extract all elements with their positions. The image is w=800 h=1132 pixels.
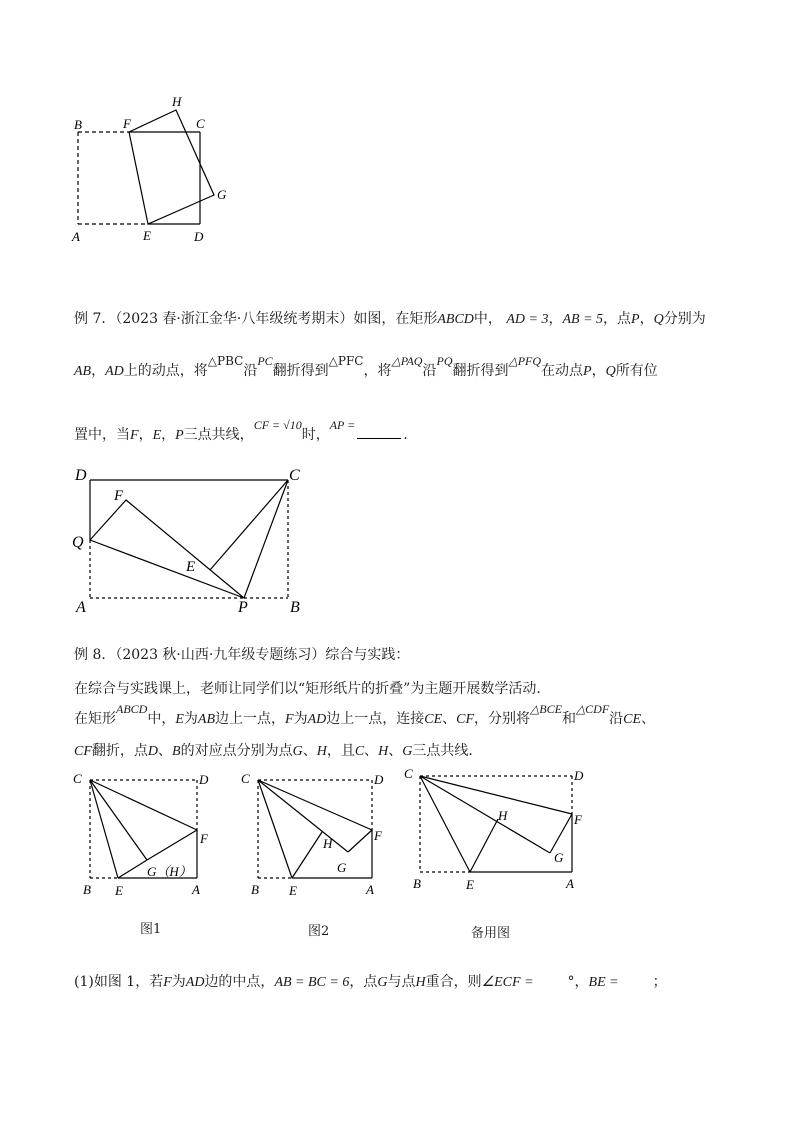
ex8-question-1: (1)如图 1，若F为AD边的中点，AB = BC = 6，点G与点H重合，则∠ECF = °，BE = ； [74, 974, 667, 990]
figure-ex8-2 [238, 768, 388, 908]
label-H: H [172, 94, 182, 109]
answer-blank-ap [357, 438, 401, 439]
ex8-line-2: 在综合与实践课上，老师让同学们以“矩形纸片的折叠”为主题开展数学活动． [74, 681, 551, 697]
label-GH: G（H） [147, 864, 192, 879]
ex7-line-2: AB，AD上的动点，将△PBC沿PC翻折得到△PFC，将△PAQ沿PQ翻折得到△PFQ在动点P，Q所有位 [74, 354, 658, 379]
caption-fig2: 图2 [308, 924, 330, 939]
label-C: C [289, 467, 300, 484]
label-F: F [574, 812, 582, 827]
ex8-line-3: 在矩形ABCD中，E为AB边上一点，F为AD边上一点，连接CE、CF，分别将△BCE和△CDF沿CE、 [74, 702, 656, 727]
label-D: D [374, 772, 384, 787]
label-H: H [323, 836, 333, 851]
ex8-line-4: CF翻折，点D、B的对应点分别为点G、H，且C、H、G三点共线． [74, 743, 483, 759]
label-H: H [498, 808, 508, 823]
label-A: A [76, 599, 86, 616]
label-E: E [115, 883, 123, 898]
label-G: G [217, 187, 227, 202]
label-A: A [72, 229, 80, 244]
figure-fold-top [60, 90, 240, 250]
label-C: C [73, 771, 82, 786]
ex7-line-1: 例 7．（2023 春·浙江金华·八年级统考期末）如图，在矩形ABCD中， AD = 3，AB = 5，点P，Q分别为 [74, 311, 706, 327]
label-A: A [566, 876, 574, 891]
label-P: P [238, 599, 248, 616]
label-C: C [241, 771, 250, 786]
label-E: E [143, 228, 151, 243]
label-B: B [413, 876, 421, 891]
label-C: C [196, 116, 205, 131]
label-B: B [290, 599, 300, 616]
label-B: B [251, 882, 259, 897]
label-A: A [366, 882, 374, 897]
label-F: F [114, 488, 124, 504]
label-F: F [123, 116, 131, 131]
label-B: B [74, 117, 82, 132]
label-E: E [289, 883, 297, 898]
label-D: D [199, 772, 209, 787]
label-E: E [466, 877, 474, 892]
label-G: G [554, 850, 564, 865]
label-D: D [194, 229, 204, 244]
label-E: E [186, 559, 196, 575]
ex7-line-3: 置中，当F，E，P三点共线，CF = √10时，AP =. [74, 418, 408, 443]
label-F: F [200, 831, 208, 846]
figure-ex8-backup [400, 762, 590, 902]
label-G: G [337, 860, 347, 875]
label-F: F [374, 828, 382, 843]
caption-fig1: 图1 [140, 922, 162, 937]
figure-ex8-1 [70, 768, 220, 908]
figure-ex7 [70, 460, 310, 620]
label-C: C [404, 766, 413, 781]
ex8-line-1: 例 8．（2023 秋·山西·九年级专题练习）综合与实践： [74, 647, 410, 663]
label-A: A [192, 882, 200, 897]
label-Q: Q [72, 534, 84, 551]
label-B: B [83, 882, 91, 897]
caption-backup: 备用图 [471, 926, 511, 941]
label-D: D [75, 467, 87, 484]
label-D: D [574, 768, 584, 783]
